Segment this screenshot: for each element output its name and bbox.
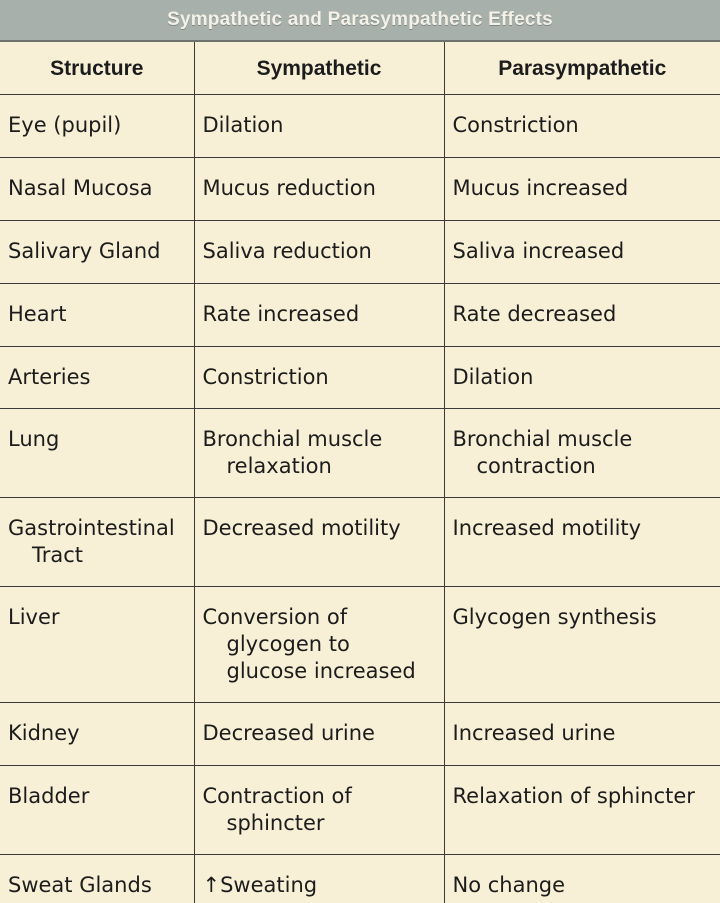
- structure-line: Lung: [8, 427, 60, 451]
- cell-sympathetic: [194, 95, 444, 158]
- table-body: [0, 95, 720, 903]
- cell-sympathetic: [194, 498, 444, 587]
- parasympathetic-line: No change: [452, 873, 566, 897]
- cell-structure: [0, 221, 194, 284]
- structure-text: [0, 766, 194, 810]
- cell-sympathetic: [194, 409, 444, 498]
- table-row: [0, 284, 720, 347]
- parasympathetic-text: [445, 766, 720, 810]
- table-row: [0, 703, 720, 766]
- parasympathetic-text: [445, 409, 720, 480]
- parasympathetic-text: [445, 158, 720, 202]
- structure-text: [0, 498, 194, 569]
- structure-line: Nasal Mucosa: [8, 176, 153, 200]
- cell-sympathetic: [194, 703, 444, 766]
- table-title: Sympathetic and Parasympathetic Effects: [167, 9, 553, 30]
- table-row: [0, 587, 720, 703]
- sympathetic-line: Constriction: [202, 365, 329, 389]
- cell-structure: [0, 409, 194, 498]
- sympathetic-text: [195, 766, 444, 837]
- table-row: [0, 95, 720, 158]
- table-row: [0, 498, 720, 587]
- sympathetic-text: [195, 409, 444, 480]
- structure-line: Liver: [8, 605, 60, 629]
- structure-line: Gastrointestinal: [8, 516, 175, 540]
- sympathetic-line: Dilation: [202, 113, 284, 137]
- sympathetic-line: glucose increased: [226, 659, 416, 683]
- cell-parasympathetic: [444, 284, 720, 347]
- header-row: [0, 42, 720, 95]
- parasympathetic-line: Mucus increased: [452, 176, 629, 200]
- parasympathetic-text: [445, 855, 720, 899]
- structure-line: Arteries: [8, 365, 91, 389]
- parasympathetic-text: [445, 498, 720, 542]
- sympathetic-text: [195, 158, 444, 202]
- table-row: [0, 766, 720, 855]
- sympathetic-text: [195, 347, 444, 391]
- cell-parasympathetic: [444, 347, 720, 409]
- table-row: [0, 221, 720, 284]
- structure-text: [0, 703, 194, 747]
- cell-parasympathetic: [444, 766, 720, 855]
- sympathetic-line: Decreased urine: [202, 721, 375, 745]
- parasympathetic-line: Increased urine: [452, 721, 616, 745]
- sympathetic-line: relaxation: [226, 454, 332, 478]
- cell-parasympathetic: [444, 409, 720, 498]
- cell-structure: [0, 284, 194, 347]
- sympathetic-line: Decreased motility: [202, 516, 401, 540]
- cell-structure: [0, 158, 194, 221]
- structure-line: Kidney: [8, 721, 80, 745]
- table-row: [0, 158, 720, 221]
- sympathetic-line: Mucus reduction: [202, 176, 376, 200]
- sympathetic-text: [195, 498, 444, 542]
- structure-line: Heart: [8, 302, 67, 326]
- sympathetic-text: [195, 95, 444, 139]
- cell-sympathetic: [194, 587, 444, 703]
- structure-text: [0, 409, 194, 453]
- parasympathetic-text: [445, 284, 720, 328]
- cell-parasympathetic: [444, 855, 720, 903]
- parasympathetic-line: Bronchial muscle: [452, 427, 633, 451]
- cell-structure: [0, 587, 194, 703]
- cell-structure: [0, 347, 194, 409]
- structure-text: [0, 284, 194, 328]
- parasympathetic-line: Rate decreased: [452, 302, 617, 326]
- cell-parasympathetic: [444, 95, 720, 158]
- header-sympathetic: Sympathetic: [194, 42, 444, 95]
- parasympathetic-line: Saliva increased: [452, 239, 625, 263]
- structure-line: Eye (pupil): [8, 113, 122, 137]
- parasympathetic-line: Relaxation of sphincter: [452, 784, 695, 808]
- cell-parasympathetic: [444, 221, 720, 284]
- parasympathetic-line: Constriction: [452, 113, 579, 137]
- sympathetic-text: [195, 221, 444, 265]
- parasympathetic-line: Glycogen synthesis: [452, 605, 657, 629]
- sympathetic-line: sphincter: [226, 811, 325, 835]
- header-structure: Structure: [0, 42, 194, 95]
- sympathetic-line: Rate increased: [202, 302, 360, 326]
- cell-sympathetic: [194, 766, 444, 855]
- structure-line: Tract: [32, 543, 84, 567]
- cell-sympathetic: [194, 221, 444, 284]
- effects-table: [0, 42, 720, 903]
- cell-sympathetic: [194, 347, 444, 409]
- parasympathetic-text: [445, 703, 720, 747]
- cell-structure: [0, 703, 194, 766]
- cell-parasympathetic: [444, 498, 720, 587]
- cell-structure: [0, 95, 194, 158]
- structure-text: [0, 158, 194, 202]
- sympathetic-line: ↑Sweating: [202, 873, 318, 897]
- sympathetic-text: [195, 284, 444, 328]
- table-row: [0, 347, 720, 409]
- cell-sympathetic: [194, 855, 444, 903]
- header-parasympathetic: Parasympathetic: [444, 42, 720, 95]
- cell-structure: [0, 766, 194, 855]
- structure-text: [0, 221, 194, 265]
- sympathetic-line: Saliva reduction: [202, 239, 372, 263]
- parasympathetic-line: Increased motility: [452, 516, 642, 540]
- structure-text: [0, 95, 194, 139]
- cell-parasympathetic: [444, 703, 720, 766]
- sympathetic-line: Bronchial muscle: [202, 427, 383, 451]
- parasympathetic-text: [445, 347, 720, 391]
- parasympathetic-text: [445, 95, 720, 139]
- structure-text: [0, 587, 194, 631]
- table-row: [0, 855, 720, 903]
- cell-sympathetic: [194, 284, 444, 347]
- cell-sympathetic: [194, 158, 444, 221]
- structure-line: Salivary Gland: [8, 239, 161, 263]
- table-title-bar: [0, 0, 720, 42]
- cell-structure: [0, 498, 194, 587]
- parasympathetic-text: [445, 221, 720, 265]
- sympathetic-text: [195, 855, 444, 899]
- cell-structure: [0, 855, 194, 903]
- structure-line: Sweat Glands: [8, 873, 152, 897]
- sympathetic-line: Conversion of: [202, 605, 348, 629]
- sympathetic-text: [195, 587, 444, 685]
- cell-parasympathetic: [444, 587, 720, 703]
- parasympathetic-line: Dilation: [452, 365, 534, 389]
- cell-parasympathetic: [444, 158, 720, 221]
- sympathetic-line: Contraction of: [202, 784, 352, 808]
- sympathetic-line: glycogen to: [226, 632, 350, 656]
- structure-text: [0, 855, 194, 899]
- table-row: [0, 409, 720, 498]
- structure-text: [0, 347, 194, 391]
- parasympathetic-line: contraction: [476, 454, 596, 478]
- structure-line: Bladder: [8, 784, 90, 808]
- parasympathetic-text: [445, 587, 720, 631]
- sympathetic-text: [195, 703, 444, 747]
